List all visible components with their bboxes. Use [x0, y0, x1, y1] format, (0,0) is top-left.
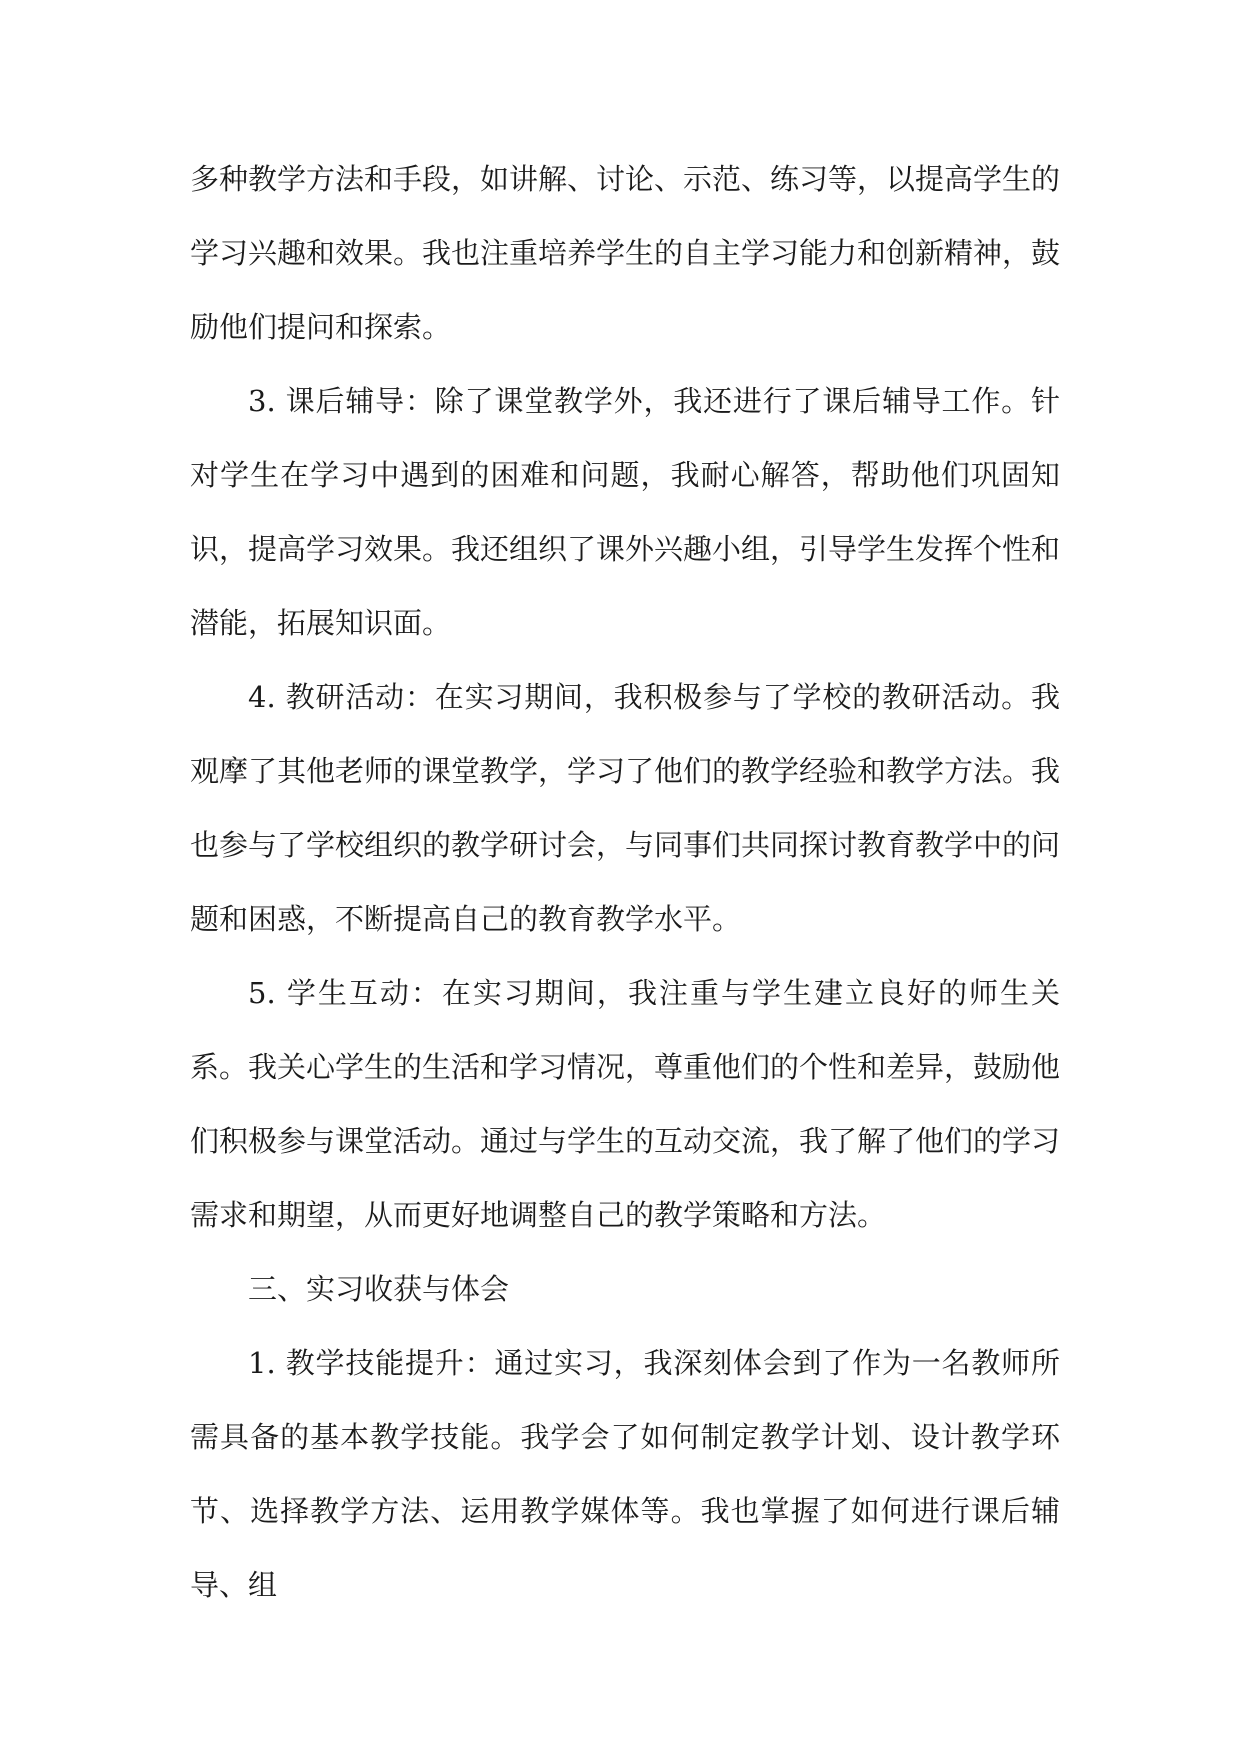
- paragraph-after-class-tutoring: 3. 课后辅导：除了课堂教学外，我还进行了课后辅导工作。针对学生在学习中遇到的困难和问题，我耐心解答，帮助他们巩固知识，提高学习效果。我还组织了课外兴趣小组，引导学生发挥个性和潜能，拓展知识面。: [190, 384, 1061, 640]
- paragraph-teaching-methods-continued: 多种教学方法和手段，如讲解、讨论、示范、练习等，以提高学生的学习兴趣和效果。我也注重培养学生的自主学习能力和创新精神，鼓励他们提问和探索。: [190, 162, 1061, 344]
- paragraph-student-interaction: 5. 学生互动：在实习期间，我注重与学生建立良好的师生关系。我关心学生的生活和学习情况，尊重他们的个性和差异，鼓励他们积极参与课堂活动。通过与学生的互动交流，我了解了他们的学习需求和期望，从而更好地调整自己的教学策略和方法。: [190, 976, 1061, 1232]
- paragraph-teaching-skills: 1. 教学技能提升：通过实习，我深刻体会到了作为一名教师所需具备的基本教学技能。我学会了如何制定教学计划、设计教学环节、选择教学方法、运用教学媒体等。我也掌握了如何进行课后辅导、组: [190, 1346, 1060, 1602]
- section-heading-gains: 三、实习收获与体会: [248, 1272, 510, 1306]
- document-body: [190, 142, 1060, 1622]
- paragraph-teaching-research: 4. 教研活动：在实习期间，我积极参与了学校的教研活动。我观摩了其他老师的课堂教学，学习了他们的教学经验和教学方法。我也参与了学校组织的教学研讨会，与同事们共同探讨教育教学中的问题和困惑，不断提高自己的教育教学水平。: [190, 680, 1061, 936]
